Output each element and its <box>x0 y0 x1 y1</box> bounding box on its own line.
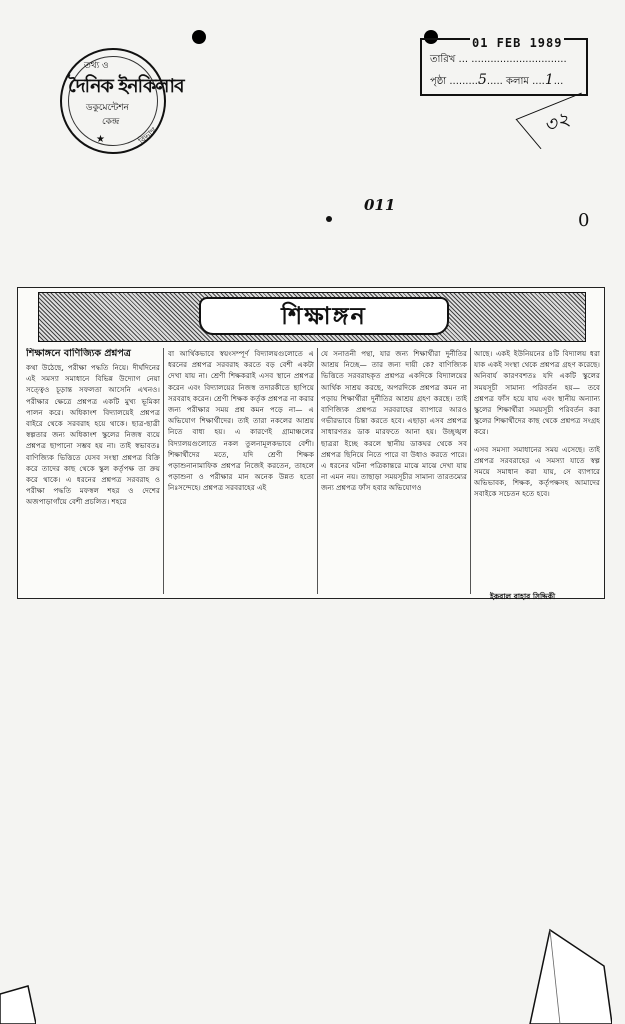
seal-newspaper-name: দৈনিক ইনকিলাব <box>68 75 184 97</box>
column-divider <box>163 348 164 594</box>
ink-dot <box>326 216 332 222</box>
column-banner <box>38 292 586 342</box>
seal-side-text: বিভাগ <box>136 125 159 146</box>
column-divider <box>317 348 318 594</box>
article-column-2 <box>168 348 314 594</box>
stamp-date-fill: ... <box>458 54 469 65</box>
column-4-text-a: আছে। একই ইউনিয়নের ৪টি বিদ্যালয় ধরা যাক একই সংস্থা থেকে প্রশ্নপত্র গ্রহণ করেছে। অনিবার্য কারণবশতঃ যদি একটি স্কুলের সময়সূচী সামান্য পরিবর্তন হয়— তবে প্রশ্নপত্র ফাঁস হয়ে যায় এবং স্থানীয় অন্যান্য স্কুলের শিক্ষার্থীরা সময়সূচী পরিবর্তন করা স্কুলের শিক্ষার্থীদের কাছ থেকে প্রশ্নপত্র সংগ্রহ করে। <box>474 349 600 437</box>
seal-star-icon: ★ <box>96 134 105 145</box>
banner-title: শিক্ষাঙ্গন <box>199 297 449 335</box>
article-headline: শিক্ষাঙ্গনে বাণিজ্যিক প্রশ্নপত্র <box>26 348 131 359</box>
column-2-text: বা আর্থিকভাবে স্বয়ংসম্পূর্ণ বিদ্যালয়গুলোতে এ ধরনের প্রশ্নপত্র সরবরাহ করতে বড় বেশী একটা দেখা যায় না। শ্রেণী শিক্ষকরাই এসব স্থানে প্রশ্নপত্র করেন এবং বিদ্যালয়ের নিজস্ব তদারকীতে ছাপিয়ে সরবরাহ করেন। শ্রেণী শিক্ষক কর্তৃক প্রশ্নপত্র না করার জন্য পরীক্ষার সময় প্রশ্ন কমন পড়ে না— এ অভিযোগ শিক্ষার্থীদের। তাই তারা নকলের আশ্রয় নিতে বাধ্য হয়। এ কারণেই গ্রামাঞ্চলের বিদ্যালয়গুলোতে নকল তুলনামূলকভাবে বেশী। শিক্ষার্থীদের মতে, যদি শ্রেণী শিক্ষক পড়াশুনানামাফিক প্রশ্নপত্র নিজেই করতেন, তাহলে পড়াশুনা ও পরীক্ষার মান অনেক উন্নত হতো নিঃসন্দেহে। প্রশ্নপত্র সরবরাহের এই <box>168 349 314 493</box>
folded-corner-left <box>0 980 36 1024</box>
seal-department: ডকুমেন্টেশন <box>86 103 129 113</box>
stamp-page-value: 5 <box>478 72 487 88</box>
stamp-date-label: তারিখ <box>430 54 456 65</box>
column-divider <box>470 348 471 594</box>
stamp-date: 01 FEB 1989 <box>472 36 563 50</box>
article-column-3 <box>321 348 467 594</box>
stamp-column-label: কলাম <box>506 76 529 87</box>
column-4-text-b: এসব সমস্যা সমাধানের সময় এসেছে। তাই প্রশ্নপত্র সরবরাহের এ সমস্যা যাতে স্বল্প সময়ে সমাধান করা যায়, সে ব্যাপারে অভিভাবক, শিক্ষক, কর্তৃপক্ষসহ আমাদের সবাইকে সচেতন হতে হবে। <box>474 444 600 499</box>
column-1-text: কথা উঠেছে, পরীক্ষা পদ্ধতি নিয়ে। দীর্ঘদিনের এই সমস্যা সমাধানে বিভিন্ন উদ্যোগ নেয়া সত্ত্বেও চূড়ান্ত সফলতা আসেনি এখনও। পরীক্ষার ক্ষেত্রে প্রশ্নপত্র একটি মুখ্য ভূমিকা পালন করে। অধিকাংশ বিদ্যালয়েই প্রশ্নপত্র বাইরে থেকে সরবরাহ হয়ে থাকে। ছাত্র-ছাত্রী স্বল্পতার জন্য অধিকাংশ স্কুলের নিজস্ব ব্যয়ে প্রশ্নপত্র ছাপানো সম্ভব হয় না। তাই স্বভাবতঃ বাণিজ্যিক ভিত্তিতে যেসব সংস্থা প্রশ্নপত্র বিক্রি করে তাদের কাছ থেকে স্কুল কর্তৃপক্ষ তা ক্রয় করে থাকে। এ ধরনের প্রশ্নপত্র সরবরাহ ও পরীক্ষা পদ্ধতি মফস্বল শহর ও দেশের অজপাড়াগাঁয়ে বেশী প্রচলিত। শহরে <box>26 363 160 507</box>
archive-code: 011 <box>364 196 396 214</box>
stamp-date-row: তারিখ ... .............................. <box>430 54 567 65</box>
reference-number: ৩২ <box>540 106 574 139</box>
seal-centre: কেন্দ্র <box>102 117 120 127</box>
folded-corner-right <box>520 926 612 1024</box>
stamp-column-value: 1 <box>544 72 554 88</box>
punch-hole-top <box>192 30 206 44</box>
margin-mark: 0 <box>578 210 590 231</box>
newspaper-clipping <box>17 287 605 599</box>
article-byline: ইকবাল বাহার সিদ্দিকী <box>490 592 556 601</box>
article-column-4 <box>474 348 600 594</box>
stamp-page-label: পৃষ্ঠা <box>430 76 447 87</box>
date-stamp <box>420 38 588 96</box>
stamp-page-row: পৃষ্ঠা .........5..... কলাম ....1... <box>430 72 564 88</box>
column-3-text: যে সনাতনী পন্থা, যার জন্য শিক্ষার্থীরা দুর্নীতির আশ্রয় নিচ্ছে— তার জন্য দায়ী কে? বাণিজ্যিক ভিত্তিতে সরবরাহকৃত প্রশ্নপত্র একদিকে বিদ্যালয়ের আর্থিক সাশ্রয় করছে, অপরদিকে প্রশ্নপত্র কমন না পড়ায় শিক্ষার্থীরা দুর্নীতির আশ্রয় গ্রহণ করছে। তাই বাণিজ্যিক প্রশ্নপত্র সরবরাহের ব্যাপারে আরও গভীরভাবে চিন্তা করতে হবে। এছাড়া এসব প্রশ্নপত্র সাধারণতঃ ডাক মারফতে আনা হয়। উচ্ছৃঙ্খল ছাত্ররা ইচ্ছে করলে স্থানীয় ডাকঘর থেকে সব প্রশ্নপত্র ছিনিয়ে নিতে পারে বা উধাও করতে পারে। এ ধরনের ঘটনা পত্রিকান্তরে মাঝে মাঝে দেখা যায় না এমন নয়। তাছাড়া সময়সূচীর সামান্য তারতম্যের জন্য প্রশ্নপত্র ফাঁস হবার অভিযোগও <box>321 349 467 493</box>
seal-top-text: তথ্য ও <box>84 61 109 71</box>
article-column-1 <box>26 348 160 594</box>
handwritten-reference <box>525 91 599 152</box>
library-seal <box>60 48 184 154</box>
